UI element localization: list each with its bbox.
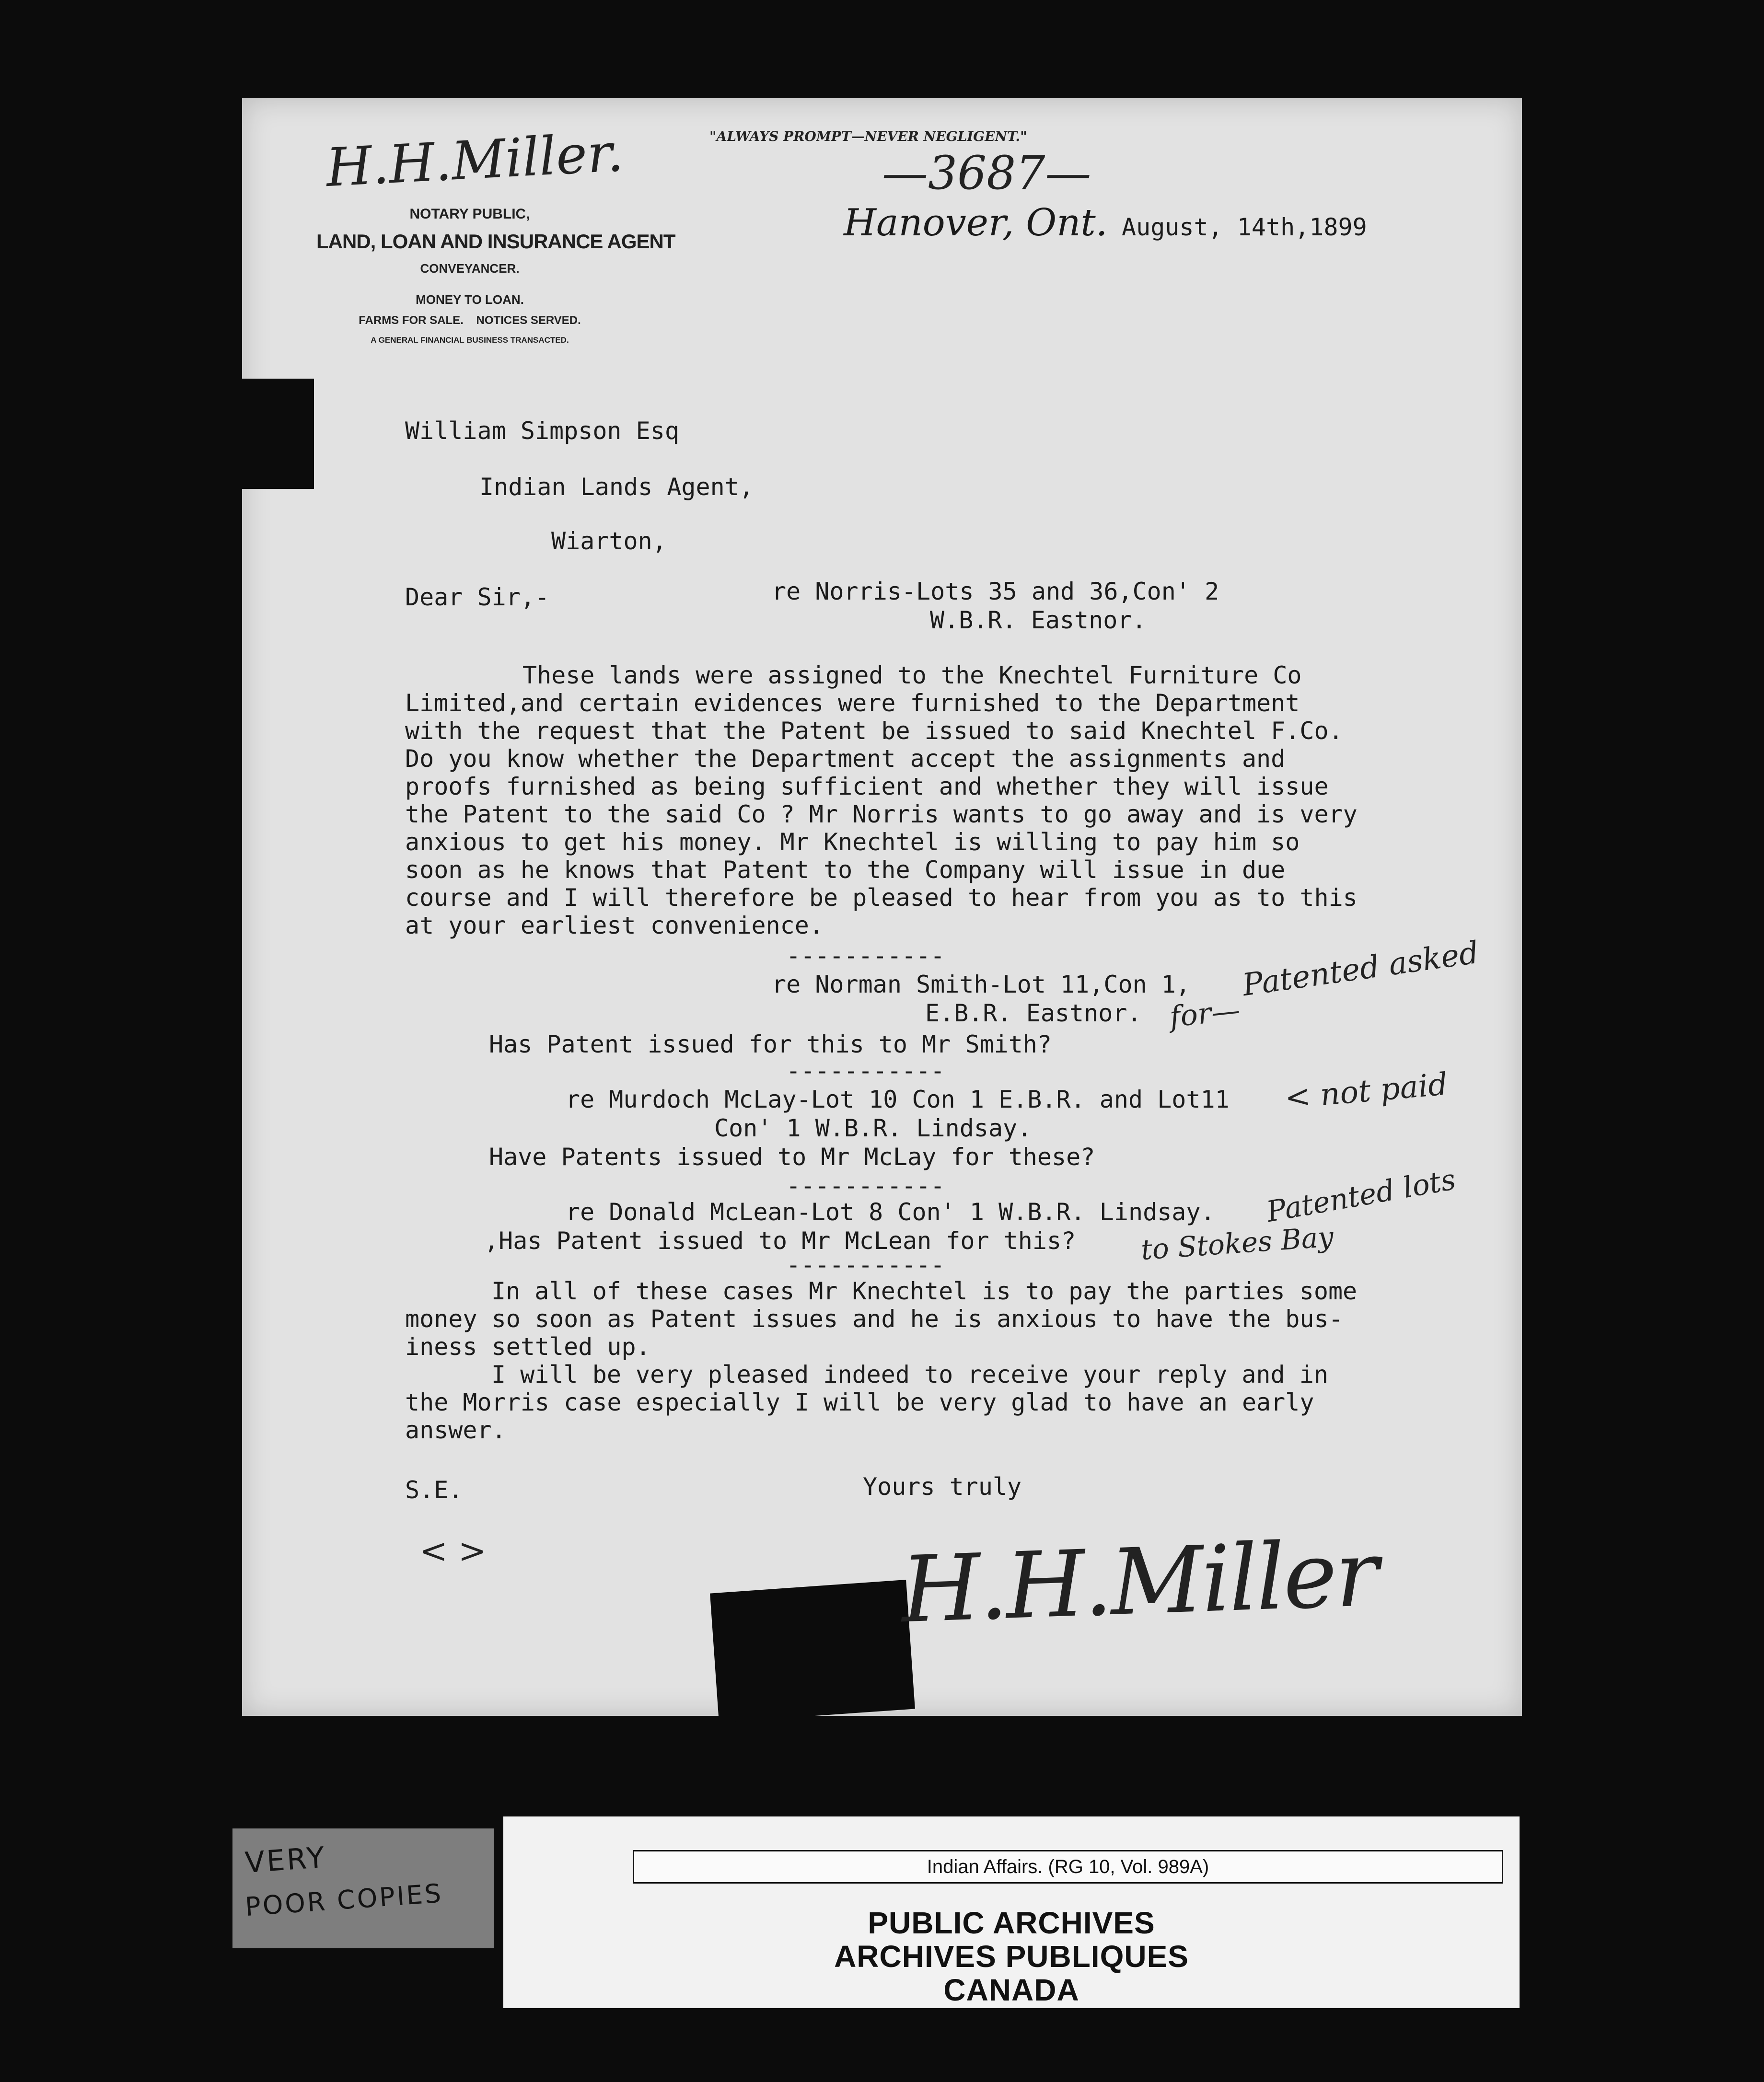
separator: ----------- <box>786 1172 945 1200</box>
body-line: proofs furnished as being sufficient and whether they will issue <box>405 773 1329 800</box>
recipient-name: William Simpson Esq <box>405 417 679 445</box>
margin-note-smith-1: Patented asked <box>1240 935 1481 1004</box>
closing-paragraph <box>405 1277 1357 1444</box>
closing-line: iness settled up. <box>405 1333 650 1361</box>
ref-smith-line1: re Norman Smith-Lot 11,Con 1, <box>772 971 1190 998</box>
note-line-1: VERY <box>244 1840 327 1880</box>
recipient-town: Wiarton, <box>551 527 667 555</box>
ref-norris-line1: re Norris-Lots 35 and 36,Con' 2 <box>772 578 1219 605</box>
letter-place: Hanover, Ont. <box>844 201 1108 244</box>
margin-note-mclay: < not paid <box>1283 1066 1449 1116</box>
ref-mclay-line1: re Murdoch McLay-Lot 10 Con 1 E.B.R. and Lot11 <box>566 1086 1230 1113</box>
closing-line: the Morris case especially I will be very glad to have an early <box>405 1388 1314 1416</box>
closing-line: money so soon as Patent issues and he is anxious to have the bus- <box>405 1305 1343 1333</box>
question-mclay: Have Patents issued to Mr McLay for these? <box>489 1143 1095 1171</box>
body-paragraph <box>405 661 1358 939</box>
archive-name-fr: ARCHIVES PUBLIQUES <box>834 1939 1189 1974</box>
letter-date: August, 14th,1899 <box>1122 213 1367 241</box>
letterhead-farms: FARMS FOR SALE. NOTICES SERVED. <box>359 314 581 327</box>
letterhead-money: MONEY TO LOAN. <box>416 292 524 307</box>
body-line: at your earliest convenience. <box>405 912 824 939</box>
ref-norris-line2: W.B.R. Eastnor. <box>930 606 1147 634</box>
body-line: soon as he knows that Patent to the Company will issue in due <box>405 856 1286 884</box>
clip-tab-bottom <box>710 1580 915 1723</box>
letterhead-conveyancer: CONVEYANCER. <box>420 261 520 276</box>
margin-note-mclean-1: Patented lots <box>1264 1162 1459 1229</box>
margin-note-smith-2: for— <box>1168 993 1242 1034</box>
body-line: Limited,and certain evidences were furnished to the Department <box>405 689 1300 717</box>
letterhead-logo-signature: H.H.Miller. <box>325 121 625 199</box>
closing-line: answer. <box>405 1416 506 1444</box>
archive-country: CANADA <box>943 1973 1079 2007</box>
body-line: anxious to get his money. Mr Knechtel is willing to pay him so <box>405 828 1300 856</box>
separator: ----------- <box>786 1251 945 1279</box>
margin-note-mclean-2: to Stokes Bay <box>1140 1220 1335 1266</box>
file-number: —3687— <box>882 146 1091 200</box>
ref-mclean: re Donald McLean-Lot 8 Con' 1 W.B.R. Lindsay. <box>566 1198 1215 1226</box>
body-line: Do you know whether the Department accept the assignments and <box>405 745 1286 773</box>
ref-mclay-line2: Con' 1 W.B.R. Lindsay. <box>714 1114 1032 1142</box>
question-mclean: ,Has Patent issued to Mr McLean for this? <box>484 1227 1076 1255</box>
archive-source-label: Indian Affairs. (RG 10, Vol. 989A) <box>633 1850 1503 1884</box>
letterhead-general: A GENERAL FINANCIAL BUSINESS TRANSACTED. <box>371 335 569 345</box>
question-smith: Has Patent issued for this to Mr Smith? <box>489 1030 1052 1058</box>
ref-smith-line2: E.B.R. Eastnor. <box>925 999 1142 1027</box>
body-line: These lands were assigned to the Knechtel Furniture Co <box>522 661 1302 689</box>
salutation: Dear Sir,- <box>405 583 550 611</box>
note-line-2: POOR COPIES <box>244 1878 444 1922</box>
signature: H.H.Miller <box>899 1520 1379 1643</box>
very-poor-copies-note <box>232 1828 494 1948</box>
letterhead-notary: NOTARY PUBLIC, <box>409 206 530 222</box>
recipient-title: Indian Lands Agent, <box>479 473 754 501</box>
closing-line: I will be very pleased indeed to receive your reply and in <box>491 1361 1328 1388</box>
separator: ----------- <box>786 942 945 970</box>
letterhead-agent: LAND, LOAN AND INSURANCE AGENT <box>316 230 675 253</box>
separator: ----------- <box>786 1057 945 1085</box>
clip-tab-left <box>237 379 314 489</box>
archive-name-en: PUBLIC ARCHIVES <box>868 1906 1155 1940</box>
closing-line: In all of these cases Mr Knechtel is to pay the parties some <box>491 1277 1358 1305</box>
initials: S.E. <box>405 1476 463 1504</box>
mark-bracket: < > <box>419 1531 487 1571</box>
body-line: the Patent to the said Co ? Mr Norris wants to go away and is very <box>405 800 1358 828</box>
letterhead-motto: "ALWAYS PROMPT—NEVER NEGLIGENT." <box>709 128 1027 144</box>
body-line: course and I will therefore be pleased to hear from you as to this <box>405 884 1358 912</box>
body-line: with the request that the Patent be issued to said Knechtel F.Co. <box>405 717 1343 745</box>
yours-truly: Yours truly <box>863 1473 1022 1501</box>
